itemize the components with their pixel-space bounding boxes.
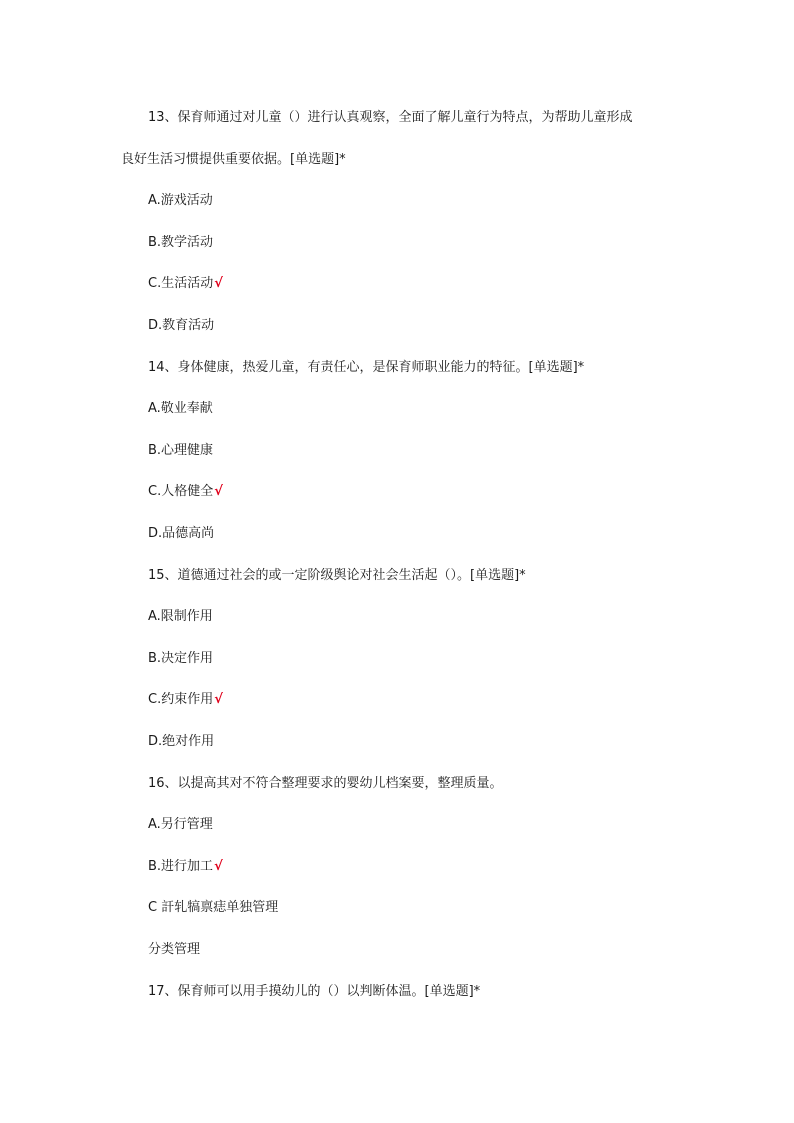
option-text: D.教育活动 [148,318,215,333]
question-14-option-b [148,442,213,460]
option-text: B.教学活动 [148,235,214,250]
question-16-option-a [148,816,213,834]
option-text: C 訐轧犒禀痣单独管理 [148,900,279,915]
question-15-option-d [148,733,214,751]
question-14-option-a [148,400,213,418]
question-13-stem: 13、保育师通过对儿童（）进行认真观察，全面了解儿童行为特点，为帮助儿童形成 [148,110,633,125]
question-15-option-b [148,650,213,668]
question-16-option-c [148,899,278,917]
question-13-option-b [148,234,213,252]
question-15-option-a [148,608,213,626]
question-15-stem: 15、道德通过社会的或一定阶级舆论对社会生活起（）。[单选题]* [148,568,526,583]
question-13-option-c [148,275,223,293]
question-17-stem: 17、保育师可以用手摸幼儿的（）以判断体温。[单选题]* [148,984,481,999]
option-text: C.生活活动 [148,276,214,291]
question-13-stem-continued: 良好生活习惯提供重要依据。[单选题]* [121,152,346,167]
question-15-option-c [148,691,223,709]
question-16-option-b [148,858,223,876]
option-text: A.另行管理 [148,817,213,832]
question-16-stem: 16、以提高其对不符合整理要求的婴幼儿档案要，整理质量。 [148,776,503,791]
option-text: B.决定作用 [148,651,214,666]
option-text: B.进行加工 [148,859,214,874]
question-13-option-d [148,317,214,335]
correct-answer-check-icon: √ [214,692,223,707]
question-14-stem: 14、身体健康，热爱儿童，有责任心，是保育师职业能力的特征。[单选题]* [148,360,585,375]
option-text: A.敬业奉献 [148,401,213,416]
correct-answer-check-icon: √ [214,859,223,874]
option-text: C.人格健全 [148,484,214,499]
option-text: A.游戏活动 [148,193,213,208]
correct-answer-check-icon: √ [214,484,223,499]
option-text: D.绝对作用 [148,734,215,749]
question-13-option-a [148,192,213,210]
option-text: 分类管理 [148,942,201,957]
option-text: A.限制作用 [148,609,213,624]
option-text: D.品德高尚 [148,526,215,541]
question-14-option-c [148,483,223,501]
option-text: C.约束作用 [148,692,214,707]
option-text: B.心理健康 [148,443,214,458]
correct-answer-check-icon: √ [214,276,223,291]
question-14-option-d [148,525,214,543]
question-16-option-d [148,941,200,959]
